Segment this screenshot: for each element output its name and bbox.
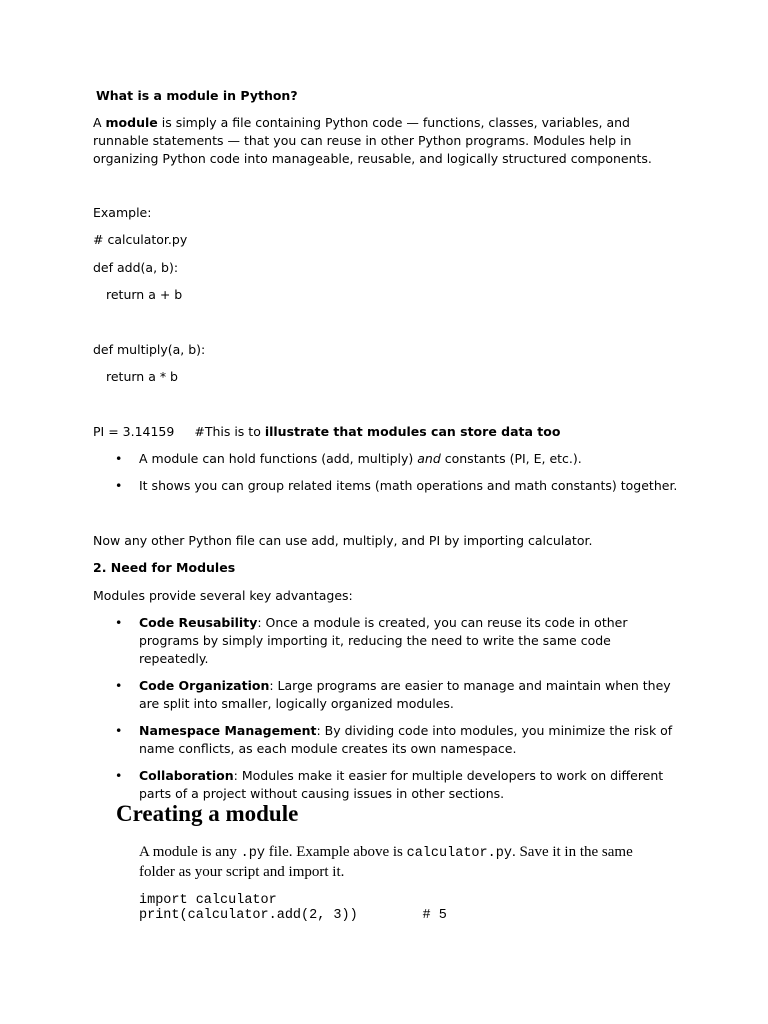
bullet-icon: • — [115, 478, 123, 493]
advantage-term: Code Organization — [139, 678, 270, 693]
advantage-term: Code Reusability — [139, 615, 258, 630]
list-item — [93, 767, 683, 803]
import-note: Now any other Python file can use add, multiply, and PI by importing calculator. — [93, 533, 593, 548]
example-label: Example: — [93, 205, 152, 220]
advantages-list — [93, 614, 683, 812]
intro-paragraph — [93, 114, 683, 168]
inline-code-filename: calculator.py — [406, 846, 512, 861]
advantage-desc: : Large programs are easier to manage and maintain when they are split into smaller, logically organized modules. — [139, 678, 671, 711]
inline-code-ext: .py — [240, 846, 265, 861]
code-print-line: print(calculator.add(2, 3)) # 5 — [139, 908, 447, 923]
creating-text-c: . Save it in the same folder as your script and import it. — [139, 844, 633, 880]
list-item — [93, 450, 683, 468]
list-item — [93, 477, 683, 495]
pi-line — [93, 423, 683, 441]
creating-text-a: A module is any — [139, 844, 241, 860]
advantage-desc: : By dividing code into modules, you minimize the risk of name conflicts, as each module creates its own namespace. — [139, 723, 673, 756]
intro-text-b: is simply a file containing Python code — functions, classes, variables, and runnable statements — that you can reuse in other Python programs. Modules help in organizing Python code into manageable, reusable, and logically structured components. — [93, 115, 652, 166]
need-heading: 2. Need for Modules — [93, 560, 236, 575]
list-item — [93, 677, 683, 713]
creating-paragraph — [139, 843, 659, 881]
creating-heading: Creating a module — [116, 801, 299, 826]
code-def-add: def add(a, b): — [93, 260, 179, 275]
advantage-desc: : Modules make it easier for multiple developers to work on different parts of a project without causing issues in other sections. — [139, 768, 664, 801]
intro-bold-module: module — [105, 115, 158, 130]
list-item-italic: and — [417, 451, 441, 466]
code-import-line: import calculator — [139, 893, 277, 908]
import-code-block — [139, 893, 447, 923]
creating-text-b: file. Example above is — [264, 844, 407, 860]
bullet-icon: • — [115, 723, 123, 738]
pi-assignment: PI = 3.14159 — [93, 424, 175, 439]
pi-comment-bold: illustrate that modules can store data too — [264, 424, 561, 439]
advantage-term: Collaboration — [139, 768, 234, 783]
advantages-lead: Modules provide several key advantages: — [93, 588, 353, 603]
list-item — [93, 722, 683, 758]
bullet-icon: • — [115, 768, 123, 783]
code-comment-line: # calculator.py — [93, 232, 188, 247]
list-item — [93, 614, 683, 668]
bullet-icon: • — [115, 678, 123, 693]
code-return-multiply: return a * b — [106, 369, 178, 384]
bullet-icon: • — [115, 615, 123, 630]
list-item-text: It shows you can group related items (math operations and math constants) together. — [139, 478, 678, 493]
list-item-text-end: constants (PI, E, etc.). — [440, 451, 582, 466]
intro-text-a: A — [93, 115, 106, 130]
list-item-text: A module can hold functions (add, multiply) — [139, 451, 418, 466]
section-title: What is a module in Python? — [96, 88, 298, 103]
code-return-add: return a + b — [106, 287, 183, 302]
module-content-list — [93, 450, 683, 504]
bullet-icon: • — [115, 451, 123, 466]
pi-comment: #This is to — [194, 424, 265, 439]
advantage-term: Namespace Management — [139, 723, 317, 738]
code-def-multiply: def multiply(a, b): — [93, 342, 206, 357]
advantage-desc: : Once a module is created, you can reuse its code in other programs by simply importing it, reducing the need to write the same code repeatedly. — [139, 615, 628, 666]
